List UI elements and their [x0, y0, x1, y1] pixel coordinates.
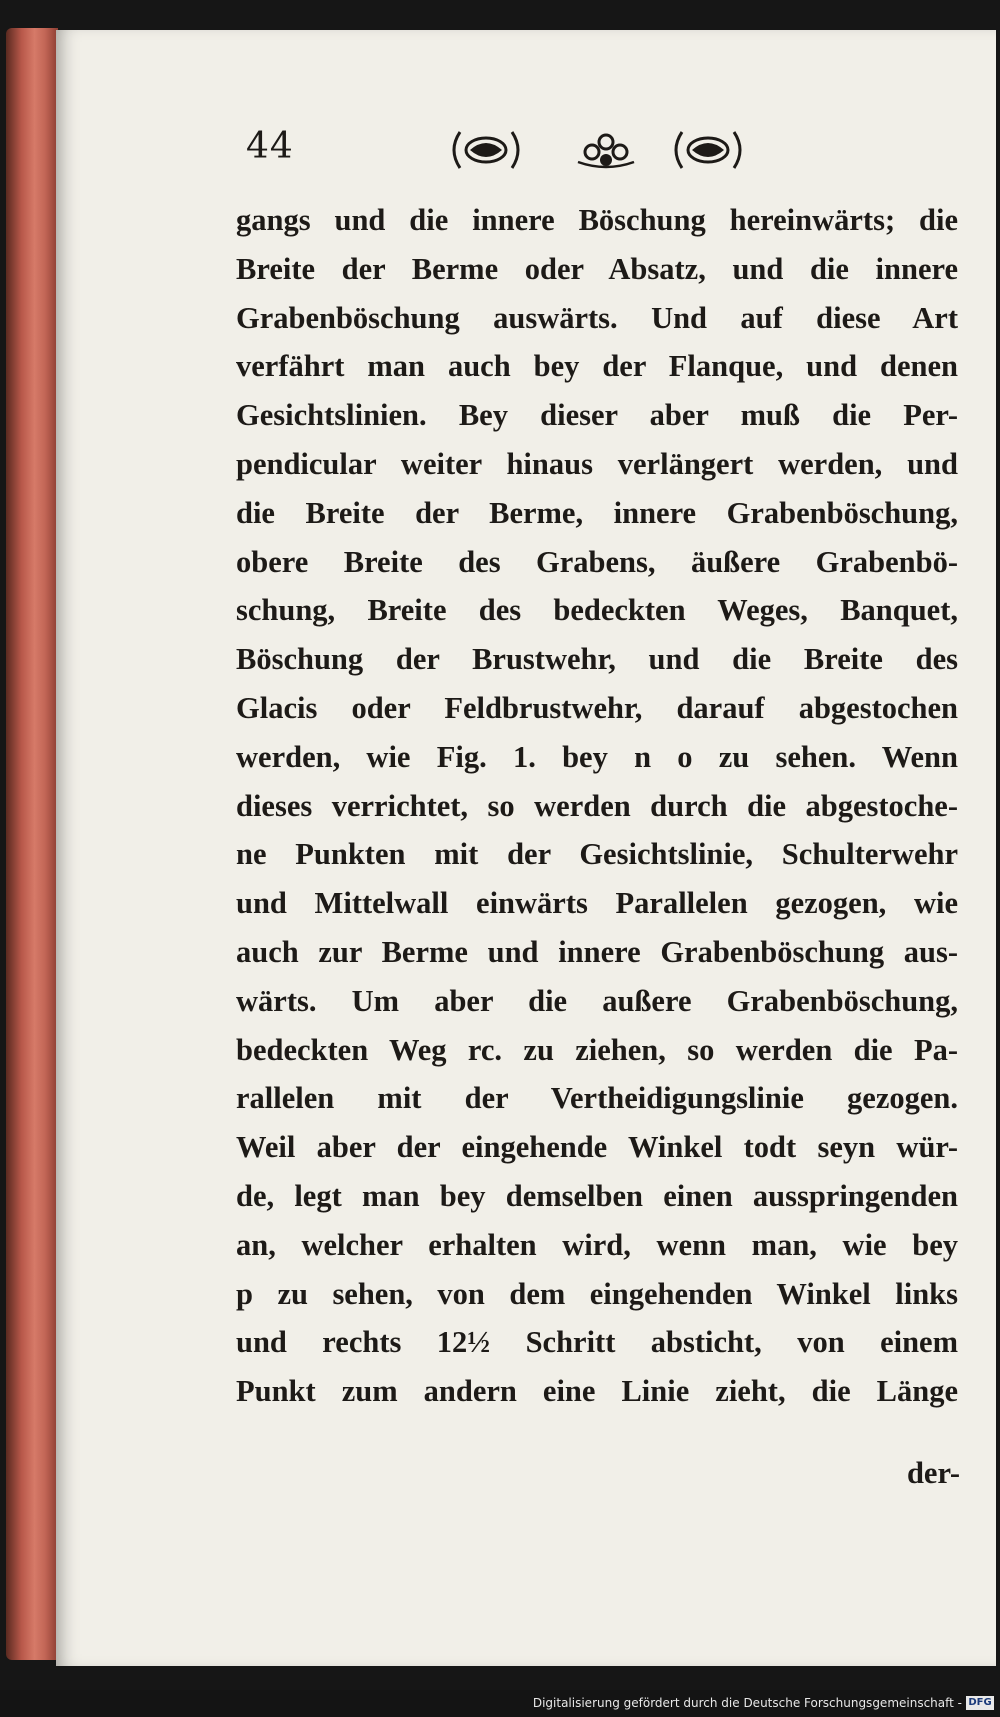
text-line: Breite der Berme oder Absatz, und die innere: [236, 251, 958, 286]
text-line: bedeckten Weg rc. zu ziehen, so werden die Pa-: [236, 1032, 958, 1067]
page-header: [246, 126, 966, 186]
text-line: obere Breite des Grabens, äußere Grabenbö-: [236, 544, 958, 579]
catchword: der-: [906, 1456, 960, 1490]
text-line: Böschung der Brustwehr, und die Breite des: [236, 642, 958, 677]
text-line: de, legt man bey demselben einen ausspringenden: [236, 1178, 958, 1213]
dfg-logo: DFG: [966, 1696, 994, 1710]
text-line: Weil aber der eingehende Winkel todt seyn wür-: [236, 1130, 958, 1165]
text-line: schung, Breite des bedeckten Weges, Banquet,: [236, 593, 958, 628]
text-line: gangs und die innere Böschung hereinwärts; die: [236, 203, 958, 237]
text-line: pendicular weiter hinaus verlängert werden, und: [236, 446, 958, 481]
body-text: [236, 196, 958, 1416]
text-line: ne Punkten mit der Gesichtslinie, Schulterwehr: [236, 837, 958, 872]
digitization-credit: Digitalisierung gefördert durch die Deutsche Forschungsgemeinschaft -: [532, 1696, 962, 1710]
text-line: an, welcher erhalten wird, wenn man, wie bey: [236, 1227, 958, 1262]
text-line: Glacis oder Feldbrustwehr, darauf abgestochen: [236, 690, 958, 725]
text-line: Punkt zum andern eine Linie zieht, die Länge: [236, 1374, 958, 1409]
page-number: 44: [246, 126, 294, 167]
text-line: Grabenböschung auswärts. Und auf diese Art: [236, 300, 958, 335]
text-line: und rechts 12½ Schritt absticht, von einem: [236, 1325, 958, 1360]
text-line: werden, wie Fig. 1. bey n o zu sehen. Wenn: [236, 739, 958, 774]
text-line: p zu sehen, von dem eingehenden Winkel links: [236, 1276, 958, 1311]
book-page-edge: [6, 28, 58, 1660]
text-line: verfährt man auch bey der Flanque, und denen: [236, 349, 958, 384]
text-line: wärts. Um aber die außere Grabenböschung,: [236, 983, 958, 1018]
printer-ornament-icon: [446, 128, 766, 172]
text-line: die Breite der Berme, innere Grabenböschung,: [236, 495, 958, 530]
text-line: dieses verrichtet, so werden durch die abgestoche-: [236, 788, 958, 823]
text-line: Gesichtslinien. Bey dieser aber muß die Per-: [236, 398, 958, 433]
text-line: und Mittelwall einwärts Parallelen gezogen, wie: [236, 886, 958, 921]
text-line: rallelen mit der Vertheidigungslinie gezogen.: [236, 1081, 958, 1116]
text-line: auch zur Berme und innere Grabenböschung aus-: [236, 934, 958, 969]
